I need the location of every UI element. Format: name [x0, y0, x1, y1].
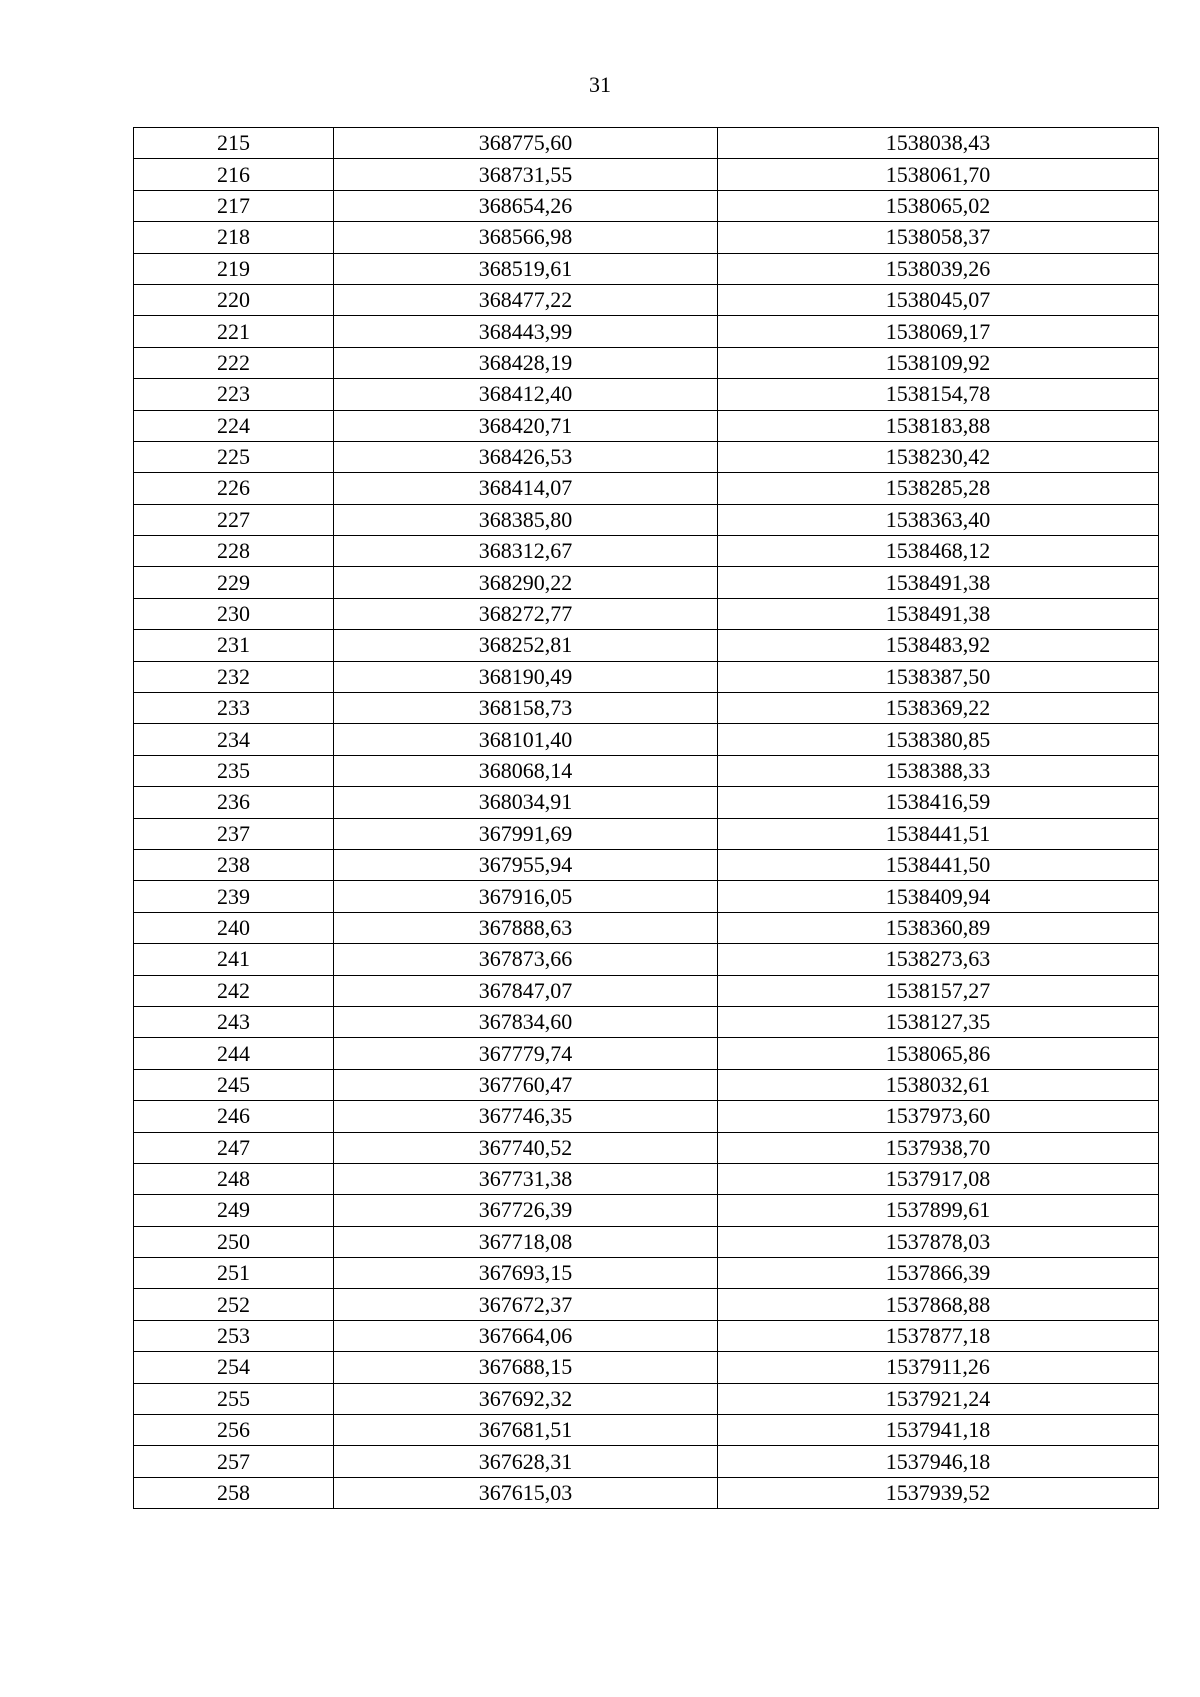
- x-coordinate-cell: 368412,40: [334, 379, 718, 410]
- y-coordinate-cell: 1537866,39: [718, 1258, 1159, 1289]
- x-coordinate-cell: 368775,60: [334, 128, 718, 159]
- y-coordinate-cell: 1538273,63: [718, 944, 1159, 975]
- y-coordinate-cell: 1537921,24: [718, 1383, 1159, 1414]
- table-row: [134, 504, 1159, 535]
- y-coordinate-cell: 1538154,78: [718, 379, 1159, 410]
- page-number: 31: [589, 72, 611, 97]
- x-coordinate-cell: 367628,31: [334, 1446, 718, 1477]
- table-row: [134, 128, 1159, 159]
- x-coordinate-cell: 367873,66: [334, 944, 718, 975]
- table-row: [134, 1258, 1159, 1289]
- x-coordinate-cell: 368034,91: [334, 787, 718, 818]
- x-coordinate-cell: 368252,81: [334, 630, 718, 661]
- table-row: [134, 975, 1159, 1006]
- y-coordinate-cell: 1538065,02: [718, 190, 1159, 221]
- coordinates-table-body: [134, 128, 1159, 1509]
- point-number-cell: 249: [134, 1195, 334, 1226]
- table-row: [134, 693, 1159, 724]
- point-number-cell: 251: [134, 1258, 334, 1289]
- y-coordinate-cell: 1538363,40: [718, 504, 1159, 535]
- y-coordinate-cell: 1538058,37: [718, 222, 1159, 253]
- point-number-cell: 231: [134, 630, 334, 661]
- x-coordinate-cell: 367692,32: [334, 1383, 718, 1414]
- table-row: [134, 1289, 1159, 1320]
- table-row: [134, 1006, 1159, 1037]
- point-number-cell: 226: [134, 473, 334, 504]
- table-row: [134, 881, 1159, 912]
- table-row: [134, 347, 1159, 378]
- point-number-cell: 234: [134, 724, 334, 755]
- y-coordinate-cell: 1538230,42: [718, 441, 1159, 472]
- table-row: [134, 598, 1159, 629]
- table-row: [134, 441, 1159, 472]
- table-row: [134, 410, 1159, 441]
- point-number-cell: 235: [134, 755, 334, 786]
- table-row: [134, 1069, 1159, 1100]
- y-coordinate-cell: 1538039,26: [718, 253, 1159, 284]
- x-coordinate-cell: 367731,38: [334, 1163, 718, 1194]
- x-coordinate-cell: 367955,94: [334, 849, 718, 880]
- y-coordinate-cell: 1537877,18: [718, 1320, 1159, 1351]
- table-row: [134, 190, 1159, 221]
- point-number-cell: 215: [134, 128, 334, 159]
- table-row: [134, 316, 1159, 347]
- x-coordinate-cell: 367672,37: [334, 1289, 718, 1320]
- y-coordinate-cell: 1538468,12: [718, 536, 1159, 567]
- y-coordinate-cell: 1538491,38: [718, 598, 1159, 629]
- y-coordinate-cell: 1538069,17: [718, 316, 1159, 347]
- table-row: [134, 944, 1159, 975]
- x-coordinate-cell: 368312,67: [334, 536, 718, 567]
- coordinates-table: [133, 127, 1159, 1509]
- y-coordinate-cell: 1538380,85: [718, 724, 1159, 755]
- y-coordinate-cell: 1538183,88: [718, 410, 1159, 441]
- point-number-cell: 245: [134, 1069, 334, 1100]
- point-number-cell: 243: [134, 1006, 334, 1037]
- table-row: [134, 1226, 1159, 1257]
- y-coordinate-cell: 1538157,27: [718, 975, 1159, 1006]
- table-row: [134, 1446, 1159, 1477]
- point-number-cell: 253: [134, 1320, 334, 1351]
- y-coordinate-cell: 1538441,50: [718, 849, 1159, 880]
- x-coordinate-cell: 368731,55: [334, 159, 718, 190]
- y-coordinate-cell: 1538360,89: [718, 912, 1159, 943]
- point-number-cell: 247: [134, 1132, 334, 1163]
- x-coordinate-cell: 368426,53: [334, 441, 718, 472]
- table-row: [134, 1352, 1159, 1383]
- y-coordinate-cell: 1537899,61: [718, 1195, 1159, 1226]
- point-number-cell: 228: [134, 536, 334, 567]
- table-row: [134, 1320, 1159, 1351]
- x-coordinate-cell: 367688,15: [334, 1352, 718, 1383]
- y-coordinate-cell: 1538491,38: [718, 567, 1159, 598]
- point-number-cell: 218: [134, 222, 334, 253]
- x-coordinate-cell: 368414,07: [334, 473, 718, 504]
- y-coordinate-cell: 1538032,61: [718, 1069, 1159, 1100]
- x-coordinate-cell: 367760,47: [334, 1069, 718, 1100]
- point-number-cell: 232: [134, 661, 334, 692]
- point-number-cell: 233: [134, 693, 334, 724]
- point-number-cell: 258: [134, 1477, 334, 1508]
- y-coordinate-cell: 1538369,22: [718, 693, 1159, 724]
- y-coordinate-cell: 1537868,88: [718, 1289, 1159, 1320]
- x-coordinate-cell: 367615,03: [334, 1477, 718, 1508]
- y-coordinate-cell: 1538127,35: [718, 1006, 1159, 1037]
- x-coordinate-cell: 368420,71: [334, 410, 718, 441]
- y-coordinate-cell: 1538109,92: [718, 347, 1159, 378]
- table-row: [134, 567, 1159, 598]
- point-number-cell: 250: [134, 1226, 334, 1257]
- table-row: [134, 222, 1159, 253]
- point-number-cell: 227: [134, 504, 334, 535]
- table-row: [134, 661, 1159, 692]
- y-coordinate-cell: 1537941,18: [718, 1415, 1159, 1446]
- table-row: [134, 912, 1159, 943]
- point-number-cell: 256: [134, 1415, 334, 1446]
- point-number-cell: 244: [134, 1038, 334, 1069]
- y-coordinate-cell: 1537878,03: [718, 1226, 1159, 1257]
- x-coordinate-cell: 368290,22: [334, 567, 718, 598]
- table-row: [134, 849, 1159, 880]
- table-row: [134, 536, 1159, 567]
- x-coordinate-cell: 368068,14: [334, 755, 718, 786]
- x-coordinate-cell: 367681,51: [334, 1415, 718, 1446]
- point-number-cell: 237: [134, 818, 334, 849]
- y-coordinate-cell: 1537973,60: [718, 1101, 1159, 1132]
- x-coordinate-cell: 367718,08: [334, 1226, 718, 1257]
- point-number-cell: 240: [134, 912, 334, 943]
- table-row: [134, 1038, 1159, 1069]
- x-coordinate-cell: 367779,74: [334, 1038, 718, 1069]
- point-number-cell: 230: [134, 598, 334, 629]
- y-coordinate-cell: 1537939,52: [718, 1477, 1159, 1508]
- x-coordinate-cell: 368190,49: [334, 661, 718, 692]
- point-number-cell: 236: [134, 787, 334, 818]
- table-row: [134, 1132, 1159, 1163]
- x-coordinate-cell: 367726,39: [334, 1195, 718, 1226]
- x-coordinate-cell: 368566,98: [334, 222, 718, 253]
- table-row: [134, 1195, 1159, 1226]
- point-number-cell: 246: [134, 1101, 334, 1132]
- table-row: [134, 159, 1159, 190]
- point-number-cell: 239: [134, 881, 334, 912]
- x-coordinate-cell: 367740,52: [334, 1132, 718, 1163]
- x-coordinate-cell: 367888,63: [334, 912, 718, 943]
- point-number-cell: 217: [134, 190, 334, 221]
- x-coordinate-cell: 367693,15: [334, 1258, 718, 1289]
- point-number-cell: 255: [134, 1383, 334, 1414]
- y-coordinate-cell: 1538409,94: [718, 881, 1159, 912]
- y-coordinate-cell: 1538441,51: [718, 818, 1159, 849]
- point-number-cell: 224: [134, 410, 334, 441]
- table-row: [134, 473, 1159, 504]
- point-number-cell: 241: [134, 944, 334, 975]
- table-row: [134, 1415, 1159, 1446]
- point-number-cell: 220: [134, 284, 334, 315]
- table-row: [134, 755, 1159, 786]
- table-row: [134, 724, 1159, 755]
- y-coordinate-cell: 1537917,08: [718, 1163, 1159, 1194]
- y-coordinate-cell: 1538416,59: [718, 787, 1159, 818]
- x-coordinate-cell: 368477,22: [334, 284, 718, 315]
- y-coordinate-cell: 1538061,70: [718, 159, 1159, 190]
- x-coordinate-cell: 367847,07: [334, 975, 718, 1006]
- table-row: [134, 253, 1159, 284]
- y-coordinate-cell: 1538387,50: [718, 661, 1159, 692]
- x-coordinate-cell: 367834,60: [334, 1006, 718, 1037]
- point-number-cell: 225: [134, 441, 334, 472]
- x-coordinate-cell: 368519,61: [334, 253, 718, 284]
- point-number-cell: 229: [134, 567, 334, 598]
- y-coordinate-cell: 1538483,92: [718, 630, 1159, 661]
- x-coordinate-cell: 368272,77: [334, 598, 718, 629]
- x-coordinate-cell: 368101,40: [334, 724, 718, 755]
- point-number-cell: 242: [134, 975, 334, 1006]
- point-number-cell: 248: [134, 1163, 334, 1194]
- point-number-cell: 221: [134, 316, 334, 347]
- x-coordinate-cell: 367991,69: [334, 818, 718, 849]
- x-coordinate-cell: 368443,99: [334, 316, 718, 347]
- table-row: [134, 1477, 1159, 1508]
- y-coordinate-cell: 1537911,26: [718, 1352, 1159, 1383]
- y-coordinate-cell: 1537938,70: [718, 1132, 1159, 1163]
- table-row: [134, 1101, 1159, 1132]
- y-coordinate-cell: 1538045,07: [718, 284, 1159, 315]
- point-number-cell: 238: [134, 849, 334, 880]
- y-coordinate-cell: 1538285,28: [718, 473, 1159, 504]
- point-number-cell: 252: [134, 1289, 334, 1320]
- x-coordinate-cell: 367664,06: [334, 1320, 718, 1351]
- x-coordinate-cell: 368654,26: [334, 190, 718, 221]
- y-coordinate-cell: 1537946,18: [718, 1446, 1159, 1477]
- table-row: [134, 630, 1159, 661]
- point-number-cell: 216: [134, 159, 334, 190]
- point-number-cell: 219: [134, 253, 334, 284]
- point-number-cell: 257: [134, 1446, 334, 1477]
- table-row: [134, 379, 1159, 410]
- x-coordinate-cell: 368385,80: [334, 504, 718, 535]
- x-coordinate-cell: 368428,19: [334, 347, 718, 378]
- table-row: [134, 818, 1159, 849]
- y-coordinate-cell: 1538038,43: [718, 128, 1159, 159]
- y-coordinate-cell: 1538388,33: [718, 755, 1159, 786]
- point-number-cell: 222: [134, 347, 334, 378]
- point-number-cell: 254: [134, 1352, 334, 1383]
- x-coordinate-cell: 367916,05: [334, 881, 718, 912]
- table-row: [134, 787, 1159, 818]
- table-row: [134, 1163, 1159, 1194]
- table-row: [134, 1383, 1159, 1414]
- x-coordinate-cell: 367746,35: [334, 1101, 718, 1132]
- x-coordinate-cell: 368158,73: [334, 693, 718, 724]
- y-coordinate-cell: 1538065,86: [718, 1038, 1159, 1069]
- point-number-cell: 223: [134, 379, 334, 410]
- table-row: [134, 284, 1159, 315]
